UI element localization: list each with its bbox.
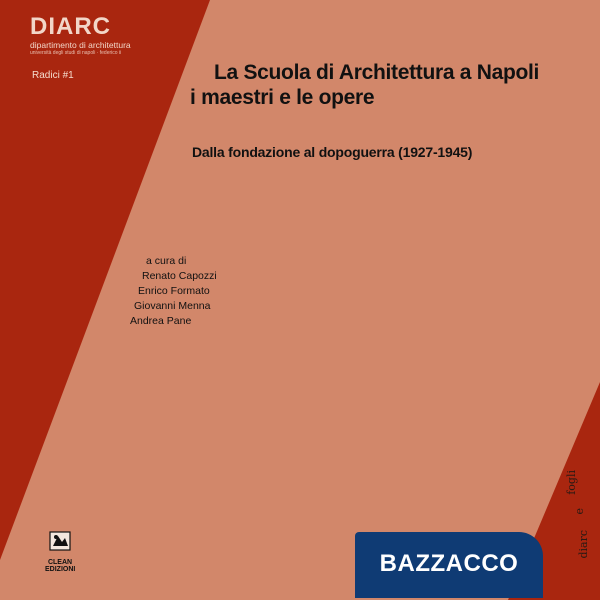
logo-wordmark: DIARC (30, 13, 111, 40)
logo-university: università degli studi di napoli · federico ii (30, 50, 122, 56)
bazzacco-badge (355, 532, 543, 598)
vertical-text-1: fogli (565, 470, 578, 495)
curator-name: Enrico Formato (138, 285, 210, 297)
curator-name: Andrea Pane (130, 315, 192, 327)
publisher-logo (45, 528, 75, 573)
book-title (190, 60, 539, 110)
curator-name: Giovanni Menna (134, 300, 211, 312)
curators-block (128, 254, 217, 329)
logo-subtitle: dipartimento di architettura (30, 40, 131, 50)
clean-logo-icon (47, 528, 73, 554)
publisher-name-1: CLEAN (47, 559, 73, 566)
book-subtitle: Dalla fondazione al dopoguerra (1927-1945) (192, 144, 473, 160)
curators-label: a cura di (146, 255, 187, 267)
diarc-logo (30, 14, 131, 57)
publisher-name-2: EDIZIONI (45, 566, 76, 573)
badge-text: BAZZACCO (379, 550, 519, 577)
title-line-2: i maestri e le opere (190, 86, 375, 109)
vertical-text-3: diarc (577, 530, 590, 559)
vertical-text-2: e (573, 508, 586, 515)
vertical-series-mark (563, 470, 589, 590)
curator-name: Renato Capozzi (142, 270, 217, 282)
title-line-1: La Scuola di Architettura a Napoli (214, 61, 540, 84)
series-label: Radici #1 (32, 70, 74, 81)
